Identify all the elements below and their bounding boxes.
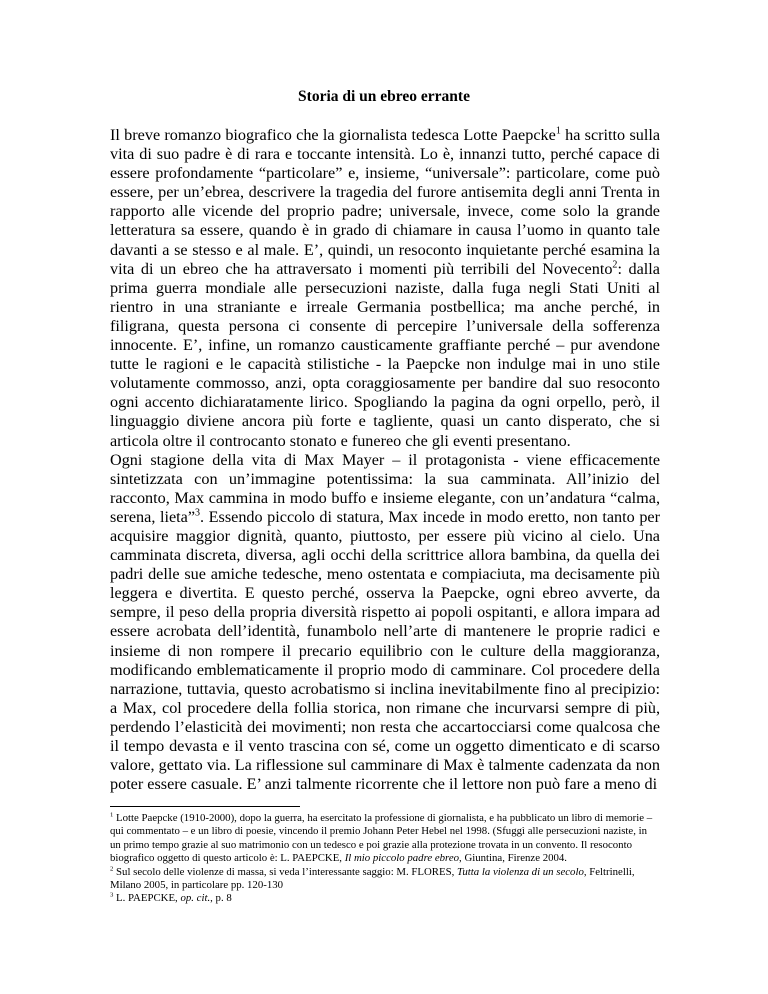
footnote-ref-3[interactable]: 3 (195, 507, 201, 519)
footnote-1 (110, 812, 660, 866)
footnote-1-text-b: , Giuntina, Firenze 2004. (459, 852, 567, 865)
footnote-3-text-b: , p. 8 (210, 892, 232, 905)
footnote-3-text-a: L. PAEPCKE, (113, 892, 181, 905)
footnote-number-2: 2 (110, 865, 114, 873)
footnote-3 (110, 892, 660, 905)
footnote-2-book-title: Tutta la violenza di un secolo (456, 865, 584, 878)
paragraph-1-text-b: ha scritto sulla vita di suo padre è di rara e toccante intensità. Lo è, innanzi tutto, perché capace di essere profondamente “particolare” e, insieme, “universale”: particolare, come può essere, per un’ebrea, descrivere la tragedia del furore antisemita degli anni Trenta in rapporto alle vicende del proprio padre; universale, invece, come solo la grande letteratura sa essere, quando è in grado di chiamare in causa l’uomo in quanto tale davanti a se stesso e al male. E’, quindi, un resoconto inquietante perché esamina la vita di un ebreo che ha attraversato i momenti più terribili del Novecento (110, 126, 661, 278)
footnote-number-3: 3 (110, 891, 114, 899)
paragraph-2-text-b: . Essendo piccolo di statura, Max incede in modo eretto, non tanto per acquisire maggior dignità, quanto, piuttosto, per essere più vicino al cielo. Una camminata discreta, diversa, agli occhi della scrittrice allora bambina, da quella dei padri delle sue amiche tedesche, meno ostentata e compiaciuta, ma decisamente più leggera e divertita. E questo perché, osserva la Paepcke, ogni ebreo avverte, da sempre, il peso della propria diversità rispetto ai popoli ospitanti, e allora impara ad essere acrobata dell’identità, funambolo nell’arte di mantenere le proprie radici e insieme di non rompere il precario equilibrio con le culture della maggioranza, modificando emblematicamente il proprio modo di camminare. Col procedere della narrazione, tuttavia, questo acrobatismo si inclina inevitabilmente fino al precipizio: a Max, col procedere della follia storica, non rimane che incurvarsi sempre di più, perdendo l’elasticità dei movimenti; non resta che accartocciarsi come qualcosa che il tempo devasta e il vento trascina con sé, come un oggetto dimenticato e di scarso valore, gettato via. La riflessione sul camminare di Max è talmente cadenzata da non poter essere casuale. E’ anzi talmente ricorrente che il lettore non può fare a meno di (110, 507, 660, 794)
footnote-number-1: 1 (110, 811, 114, 819)
footnotes (110, 812, 660, 906)
footnote-2-text-b: , Feltrinelli, Milano 2005, in particolare pp. 120-130 (110, 865, 635, 892)
footnote-separator (110, 806, 300, 807)
footnote-1-text-a: Lotte Paepcke (1910-2000), dopo la guerra, ha esercitato la professione di giornalista, e ha pubblicato un libro di memorie – qui commentato – e un libro di poesie, vincendo il premio Johann Peter Hebel nel 1998. (Sfuggì alle persecuzioni naziste, in un primo tempo grazie al suo matrimonio con un tedesco e poi grazie alla protezione trovata in un convento. Il resoconto biografico oggetto di questo articolo è: L. PAEPCKE, (110, 812, 653, 865)
paragraph-2-text-a: Ogni stagione della vita di Max Mayer – il protagonista - viene efficacemente sintetizzata con un’immagine potentissima: la sua camminata. All’inizio del racconto, Max cammina in modo buffo e insieme elegante, con un’andatura “calma, serena, lieta” (110, 450, 660, 526)
footnote-2 (110, 866, 660, 893)
footnote-ref-2[interactable]: 2 (612, 259, 618, 271)
paragraph-1-text-c: : dalla prima guerra mondiale alle persecuzioni naziste, dalla fuga negli Stati Uniti al rientro in una straniante e irreale Germania postbellica; ma anche perché, in filigrana, questa persona ci consente di percepire l’universale della sofferenza innocente. E’, infine, un romanzo causticamente graffiante perché – pur avendone tutte le ragioni e le capacità stilistiche - la Paepcke non indulge mai in uno stile volutamente commosso, anzi, opta coraggiosamente per bandire dal suo resoconto ogni accento dichiaratamente lirico. Spogliando la pagina da ogni orpello, però, il linguaggio diviene ancora più forte e tagliente, quasi un canto disperato, che si articola oltre il controcanto stonato e funereo che gli eventi presentano. (110, 259, 660, 450)
article-title: Storia di un ebreo errante (298, 88, 470, 105)
footnote-1-book-title: Il mio piccolo padre ebreo (344, 852, 460, 865)
paragraph-1-text-a: Il breve romanzo biografico che la giornalista tedesca Lotte Paepcke (110, 126, 556, 144)
footnote-2-text-a: Sul secolo delle violenze di massa, si veda l’interessante saggio: M. FLORES, (113, 865, 457, 878)
article-body (110, 126, 660, 794)
paragraph-2 (110, 451, 660, 795)
paragraph-1 (110, 126, 660, 451)
footnote-ref-1[interactable]: 1 (555, 125, 561, 137)
footnote-3-citation: op. cit. (180, 892, 211, 905)
